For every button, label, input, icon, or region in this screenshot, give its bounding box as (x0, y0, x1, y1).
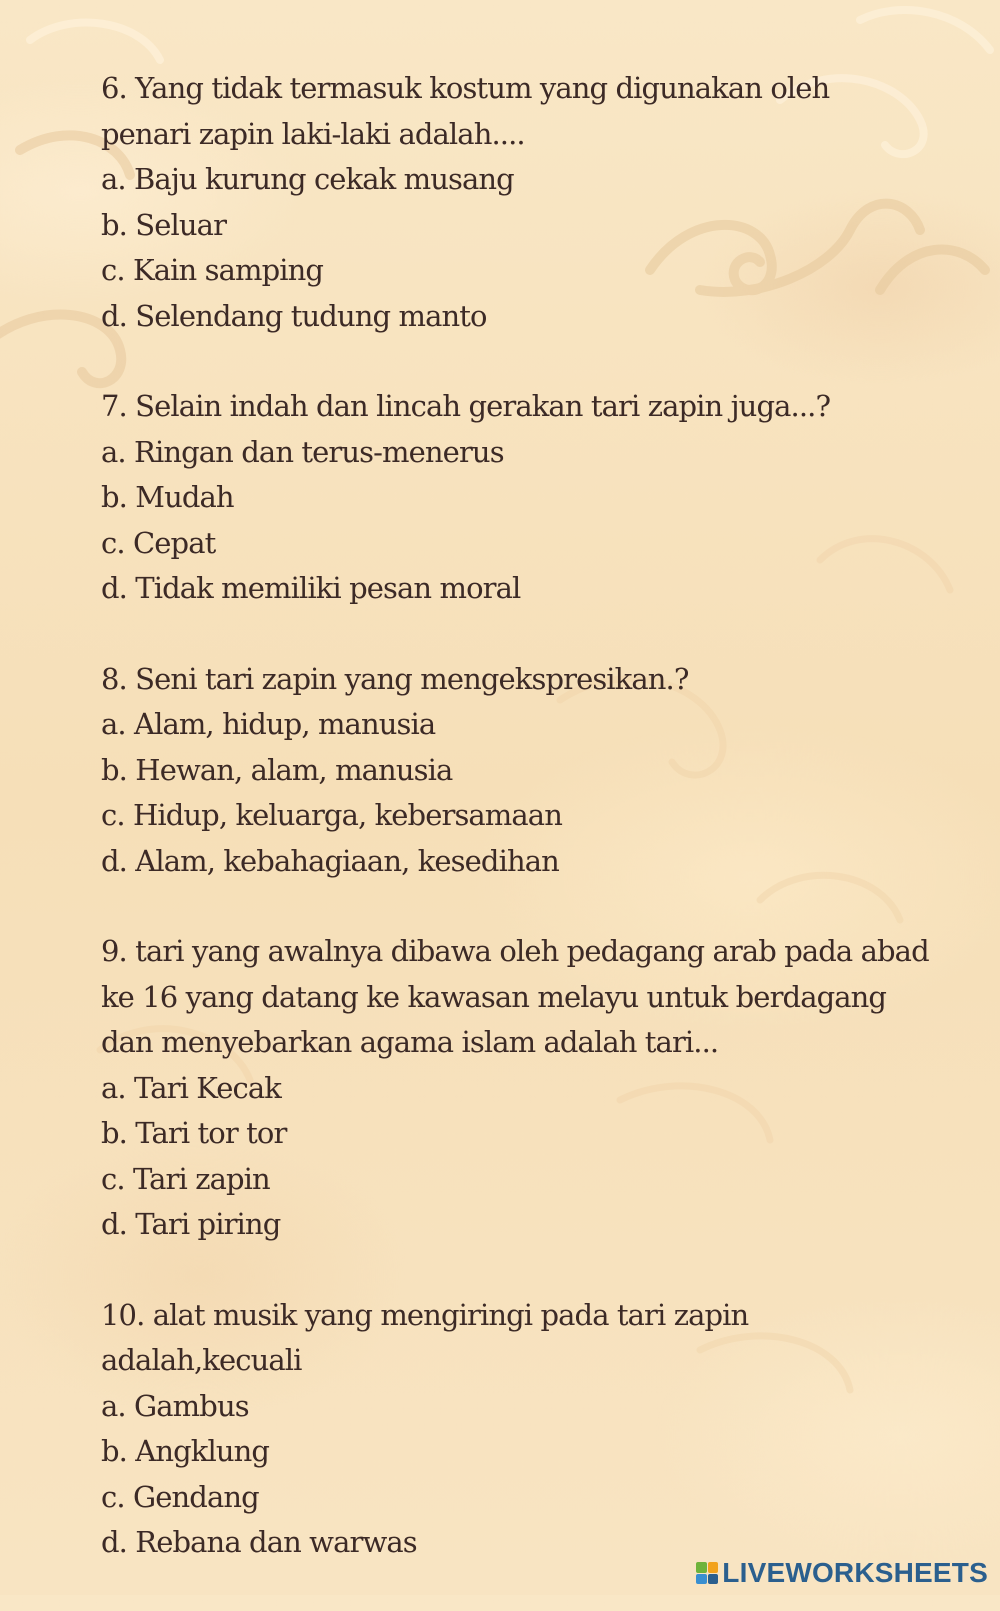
question-6-option-d: d. Selendang tudung manto (101, 298, 487, 333)
logo-square-green (696, 1562, 707, 1573)
question-10-text-line-1: 10. alat musik yang mengiringi pada tari zapin (101, 1297, 749, 1332)
question-6-option-b: b. Seluar (101, 207, 227, 242)
question-9-option-c: c. Tari zapin (101, 1161, 270, 1196)
question-9 (101, 929, 929, 1248)
question-9-option-d: d. Tari piring (101, 1207, 281, 1241)
question-9-option-a: a. Tari Kecak (101, 1070, 281, 1105)
question-7-option-d: d. Tidak memiliki pesan moral (101, 571, 521, 605)
question-10-option-a: a. Gambus (101, 1388, 249, 1423)
logo-square-blue (696, 1574, 707, 1585)
question-7-option-b: b. Mudah (101, 480, 234, 514)
question-9-text-line-3: dan menyebarkan agama islam adalah tari... (101, 1025, 719, 1059)
question-8-option-a: a. Alam, hidup, manusia (101, 707, 436, 741)
question-6 (101, 66, 921, 339)
question-10-option-d: d. Rebana dan warwas (101, 1525, 417, 1559)
logo-square-navy (708, 1574, 719, 1585)
worksheet-content (101, 66, 929, 1611)
question-6-option-a: a. Baju kurung cekak musang (101, 162, 514, 196)
question-7 (101, 384, 921, 612)
question-6-text-line-1: 6. Yang tidak termasuk kostum yang digunakan oleh (101, 71, 830, 105)
question-6-text-line-2: penari zapin laki-laki adalah.... (101, 116, 525, 151)
question-8-option-c: c. Hidup, keluarga, kebersamaan (101, 798, 562, 832)
question-8-option-b: b. Hewan, alam, manusia (101, 752, 453, 787)
question-10-option-b: b. Angklung (101, 1434, 270, 1468)
question-8-text-line-1: 8. Seni tari zapin yang mengekspresikan.? (101, 661, 689, 696)
question-6-option-c: c. Kain samping (101, 253, 324, 287)
logo-square-orange (708, 1562, 719, 1573)
question-9-option-b: b. Tari tor tor (101, 1116, 287, 1150)
question-7-option-a: a. Ringan dan terus-menerus (101, 434, 504, 469)
question-10-option-c: c. Gendang (101, 1479, 259, 1514)
logo-text: LIVEWORKSHEETS (722, 1557, 988, 1588)
question-9-text-line-2: ke 16 yang datang ke kawasan melayu untuk berdagang (101, 979, 887, 1014)
question-8-option-d: d. Alam, kebahagiaan, kesedihan (101, 843, 559, 878)
question-7-text-line-1: 7. Selain indah dan lincah gerakan tari zapin juga...? (101, 389, 831, 423)
question-7-option-c: c. Cepat (101, 525, 216, 560)
question-8 (101, 657, 921, 885)
liveworksheets-logo[interactable] (696, 1556, 988, 1590)
question-10 (101, 1293, 921, 1566)
liveworksheets-logo-icon (696, 1562, 718, 1584)
question-9-text-line-1: 9. tari yang awalnya dibawa oleh pedagang arab pada abad (101, 934, 929, 968)
question-10-text-line-2: adalah,kecuali (101, 1343, 302, 1377)
